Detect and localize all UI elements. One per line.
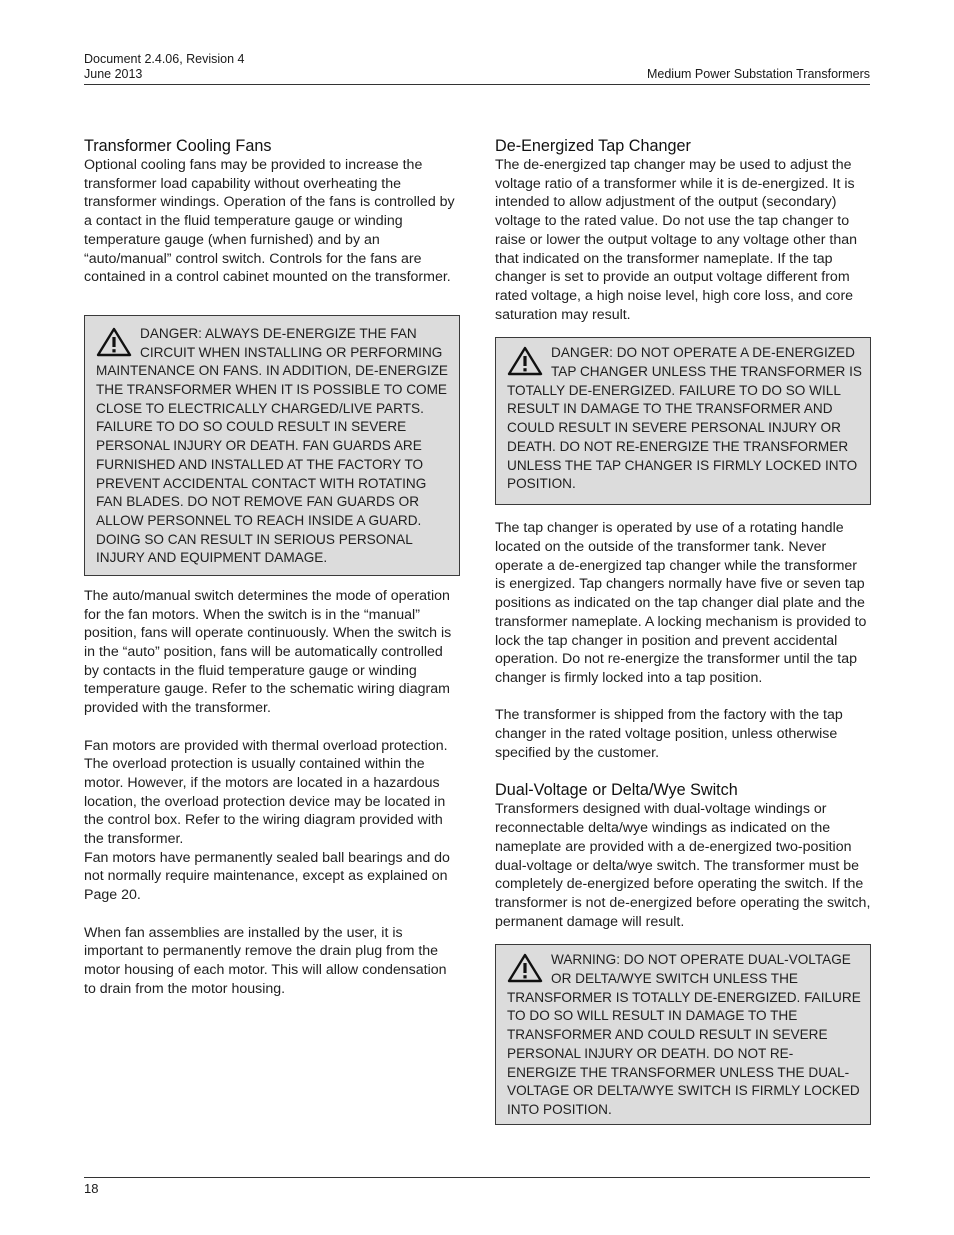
page-number: 18	[84, 1181, 99, 1196]
paragraph-tap-shipping: The transformer is shipped from the factory with the tap changer in the rated voltage position, unless otherwise specified by the customer.	[495, 707, 843, 761]
paragraph-bearings: Fan motors have permanently sealed ball bearings and do not normally require maintenance, except as explained on Page 20.	[84, 849, 450, 904]
paragraph-tap-operation: The tap changer is operated by use of a rotating handle located on the outside of the transformer tank. Never operate a de-energized tap changer while the transformer is energized. Tap changers normally have five or seven tap positions as indicated on the tap changer dial plate and the transformer nameplate. A locking mechanism is provided to lock the tap changer in position and prevent accidental operation. Do not re-energize the transformer until the tap changer is firmly locked into a tap position.	[495, 520, 867, 686]
danger-label: DANGER	[551, 345, 610, 361]
paragraph-auto-manual: The auto/manual switch determines the mode of operation for the fan motors. When the switch is in the “manual” position, fans will operate continuously. When the switch is in the “auto” position, fans will be automatically controlled by contacts in the fluid temperature gauge or winding temperature gauge. Refer to the schematic wiring diagram provided with the transformer.	[84, 587, 452, 717]
document-date: June 2013	[84, 67, 143, 81]
page-header	[84, 51, 870, 85]
warning-text: : DO NOT OPERATE DUAL-VOLTAGE OR DELTA/WYE SWITCH UNLESS THE TRANSFORMER IS TOTALLY DE-ENERGIZED. FAILURE TO DO SO WILL RESULT IN DAMAGE TO THE TRANSFORMER AND COULD RESULT IN SEVERE PERSONAL INJURY OR DEATH. DO NOT RE-ENERGIZE THE TRANSFORMER UNLESS THE DUAL-VOLTAGE OR DELTA/WYE SWITCH IS FIRMLY LOCKED INTO POSITION.	[507, 952, 861, 1117]
warning-triangle-icon	[96, 327, 132, 357]
warning-notice-dual-voltage	[495, 944, 871, 1125]
danger-notice-fans	[84, 315, 460, 576]
warning-triangle-icon	[507, 953, 543, 983]
paragraph-drain-plug: When fan assemblies are installed by the user, it is important to permanently remove the drain plug from the motor housing of each motor. This will allow condensation to drain from the motor housing.	[84, 924, 447, 997]
paragraph-overload: Fan motors are provided with thermal overload protection. The overload protection is usually contained within the motor. However, if the motors are located in a hazardous location, the overload protection device may be located in the control box. Refer to the wiring diagram provided with the transformer.	[84, 737, 448, 848]
document-info	[84, 52, 245, 82]
right-column	[495, 137, 871, 1125]
section-title-dual-voltage: Dual-Voltage or Delta/Wye Switch	[495, 781, 738, 800]
document-title: Medium Power Substation Transformers	[646, 67, 870, 81]
warning-label: WARNING	[551, 952, 617, 968]
warning-triangle-icon	[507, 346, 543, 376]
danger-text: : ALWAYS DE-ENERGIZE THE FAN CIRCUIT WHEN INSTALLING OR PERFORMING MAINTENANCE ON FANS. IN ADDITION, DE-ENERGIZE THE TRANSFORMER WHEN IT IS POSSIBLE TO COME CLOSE TO ELECTRICALLY CHARGED/LIVE PARTS. FAILURE TO DO SO COULD RESULT IN SEVERE PERSONAL INJURY OR DEATH. FAN GUARDS ARE FURNISHED AND INSTALLED AT THE FACTORY TO PREVENT ACCIDENTAL CONTACT WITH ROTATING FAN BLADES. DO NOT REMOVE FAN GUARDS OR ALLOW PERSONNEL TO REACH INSIDE A GUARD. DOING SO CAN RESULT IN SERIOUS PERSONAL INJURY AND EQUIPMENT DAMAGE.	[96, 325, 448, 566]
section-title-tap-changer: De-Energized Tap Changer	[495, 137, 691, 155]
page-footer	[84, 1177, 870, 1197]
document-revision: Document 2.4.06, Revision 4	[84, 52, 245, 66]
danger-text: : DO NOT OPERATE A DE-ENERGIZED TAP CHANGER UNLESS THE TRANSFORMER IS TOTALLY DE-ENERGIZED. FAILURE TO DO SO WILL RESULT IN DAMAGE TO THE TRANSFORMER AND COULD RESULT IN SEVERE PERSONAL INJURY OR DEATH. DO NOT RE-ENERGIZE THE TRANSFORMER UNLESS THE TAP CHANGER IS FIRMLY LOCKED INTO POSITION.	[507, 345, 862, 492]
paragraph-fans-intro: Optional cooling fans may be provided to increase the transformer load capability without overheating the transformer windings. Operation of the fans is controlled by a contact in the fluid temperature gauge or winding temperature gauge (when furnished) and by an “auto/manual” control switch. Controls for the fans are contained in a control cabinet mounted on the transformer.	[84, 157, 455, 286]
danger-label: DANGER	[140, 325, 199, 341]
paragraph-dual-voltage: Transformers designed with dual-voltage windings or reconnectable delta/wye windings as indicated on the nameplate are provided with a de-energized two-position dual-voltage or delta/wye switch. The transformer must be completely de-energized before operating the switch. If the transformer is not de-energized before operating the switch, permanent damage will result.	[495, 801, 871, 930]
paragraph-tap-intro: The de-energized tap changer may be used to adjust the voltage ratio of a transformer while it is de-energized. It is intended to allow adjustment of the output (secondary) voltage to the rated value. Do not use the tap changer to raise or lower the output voltage to any voltage other than that indicated on the transformer nameplate. If the tap changer is set to provide an output voltage different from rated voltage, a high noise level, high core loss, and core saturation may result.	[495, 157, 858, 323]
left-column	[84, 137, 460, 998]
danger-notice-tap-changer	[495, 337, 871, 505]
section-title-cooling-fans: Transformer Cooling Fans	[84, 137, 272, 155]
